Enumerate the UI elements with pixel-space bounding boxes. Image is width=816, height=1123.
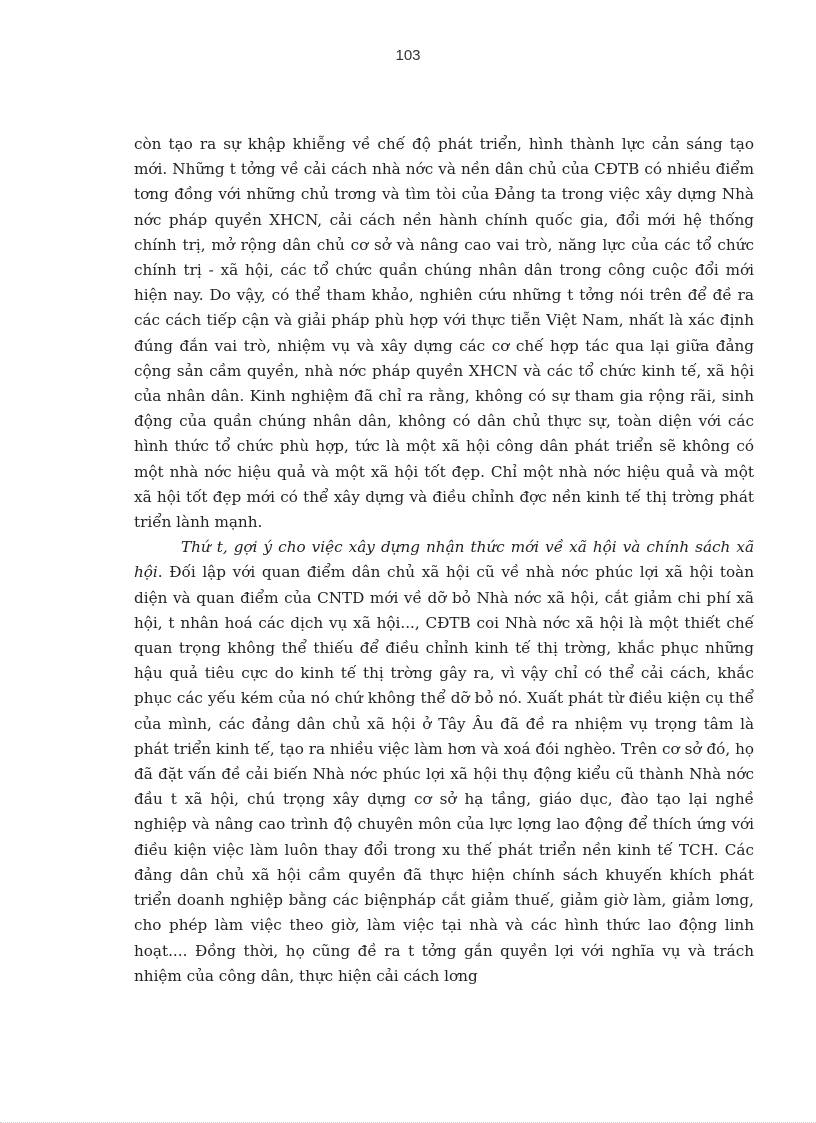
- page-number: 103: [395, 47, 421, 64]
- paragraph-text: . Đối lập với quan điểm dân chủ xã hội cũ về nhà nớc phúc lợi xã hội toàn diện và quan điểm của CNTD mới về dỡ bỏ Nhà nớc xã hội, cắt giảm chi phí xã hội, t nhân hoá các dịch vụ xã hội..., CĐTB coi Nhà nớc xã hội là một thiết chế quan trọng không thể thiếu để điều chỉnh kinh tế thị trờng, khắc phục những hậu quả tiêu cực do kinh tế thị trờng gây ra, vì vậy chỉ có thể cải cách, khắc phục các yếu kém của nó chứ không thể dỡ bỏ nó. Xuất phát từ điều kiện cụ thể của mình, các đảng dân chủ xã hội ở Tây Âu đã đề ra nhiệm vụ trọng tâm là phát triển kinh tế, tạo ra nhiều việc làm hơn và xoá đói nghèo. Trên cơ sở đó, họ đã đặt vấn đề cải biến Nhà nớc phúc lợi xã hội thụ động kiểu cũ thành Nhà nớc đầu t xã hội, chú trọng xây dựng cơ sở hạ tầng, giáo dục, đào tạo lại nghề nghiệp và nâng cao trình độ chuyên môn của lực lợng lao động để thích ứng với điều kiện việc làm luôn thay đổi trong xu thế phát triển nền kinh tế TCH. Các đảng dân chủ xã hội cầm quyền đã thực hiện chính sách khuyến khích phát triển doanh nghiệp bằng các biệnpháp cắt giảm thuế, giảm giờ làm, giảm lơng, cho phép làm việc theo giờ, làm việc tại nhà và các hình thức lao động linh hoạt.... Đồng thời, họ cũng đề ra t tởng gắn quyền lợi với nghĩa vụ và trách nhiệm của công dân, thực hiện cải cách lơng: [134, 563, 754, 985]
- paragraph-italic-lead: Thứ t, gợi ý cho việc xây dựng nhận thức mới về xã hội và chính sách xã hội: [134, 538, 754, 582]
- paragraph: còn tạo ra sự khập khiễng về chế độ phát triển, hình thành lực cản sáng tạo mới. Những t tởng về cải cách nhà nớc và nền dân chủ của CĐTB có nhiều điểm tơng đồng với những chủ trơng và tìm tòi của Đảng ta trong việc xây dựng Nhà nớc pháp quyền XHCN, cải cách nền hành chính quốc gia, đổi mới hệ thống chính trị, mở rộng dân chủ cơ sở và nâng cao vai trò, năng lực của các tổ chức chính trị - xã hội, các tổ chức quần chúng nhân dân trong công cuộc đổi mới hiện nay. Do vậy, có thể tham khảo, nghiên cứu những t tởng nói trên để đề ra các cách tiếp cận và giải pháp phù hợp với thực tiễn Việt Nam, nhất là xác định đúng đắn vai trò, nhiệm vụ và xây dựng các cơ chế hợp tác qua lại giữa đảng cộng sản cầm quyền, nhà nớc pháp quyền XHCN và các tổ chức kinh tế, xã hội của nhân dân. Kinh nghiệm đã chỉ ra rằng, không có sự tham gia rộng rãi, sinh động của quần chúng nhân dân, không có dân chủ thực sự, toàn diện với các hình thức tổ chức phù hợp, tức là một xã hội công dân phát triển sẽ không có một nhà nớc hiệu quả và một xã hội tốt đẹp. Chỉ một nhà nớc hiệu quả và một xã hội tốt đẹp mới có thể xây dựng và điều chỉnh đợc nền kinh tế thị trờng phát triển lành mạnh.: [134, 135, 754, 532]
- body-text: [134, 132, 754, 989]
- paragraph: [134, 535, 754, 989]
